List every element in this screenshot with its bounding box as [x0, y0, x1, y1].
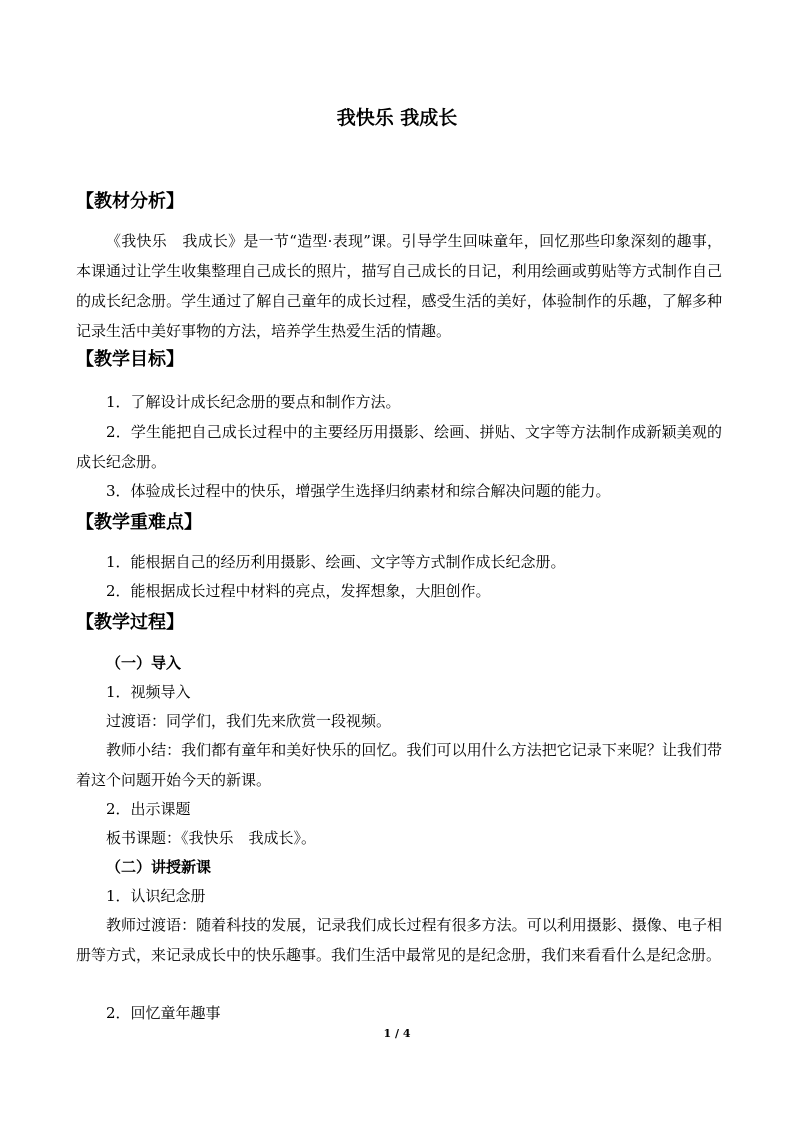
heading-analysis: 【教材分析】 — [76, 191, 184, 212]
process-part2-transition: 教师过渡语：随着科技的发展，记录我们成长过程有很多方法。可以利用摄影、摄像、电子相册等方式，来记录成长中的快乐趣事。我们生活中最常见的是纪念册，我们来看看什么是纪念册。 — [76, 916, 722, 964]
analysis-paragraph: 《我快乐 我成长》是一节“造型·表现”课。引导学生回味童年，回忆那些印象深刻的趣事，本课通过让学生收集整理自己成长的照片，描写自己成长的日记，利用绘画或剪贴等方式制作自己的成长纪念册。学生通过了解自己童年的成长过程，感受生活的美好，体验制作的乐趣，了解多种记录生活中美好事物的方法，培养学生热爱生活的情趣。 — [76, 232, 722, 340]
goal-item-2: 2．学生能把自己成长过程中的主要经历用摄影、绘画、拼贴、文字等方法制作成新颖美观的成长纪念册。 — [76, 423, 722, 471]
process-part1-board: 板书课题：《我快乐 我成长》。 — [106, 829, 317, 847]
goal-item-3: 3．体验成长过程中的快乐，增强学生选择归纳素材和综合解决问题的能力。 — [106, 482, 611, 500]
process-part2-title: （二）讲授新课 — [106, 858, 212, 876]
heading-key-points: 【教学重难点】 — [76, 512, 202, 533]
key-point-item-1: 1．能根据自己的经历利用摄影、绘画、文字等方式制作成长纪念册。 — [106, 553, 566, 571]
process-part1-step2: 2．出示课题 — [106, 800, 191, 818]
process-part1-step1: 1．视频导入 — [106, 683, 191, 701]
key-point-item-2: 2．能根据成长过程中材料的亮点，发挥想象，大胆创作。 — [106, 582, 491, 600]
process-part1-summary: 教师小结：我们都有童年和美好快乐的回忆。我们可以用什么方法把它记录下来呢？让我们带着这个问题开始今天的新课。 — [76, 741, 722, 789]
process-part1-transition: 过渡语：同学们，我们先来欣赏一段视频。 — [106, 712, 392, 730]
process-part2-step1: 1．认识纪念册 — [106, 887, 206, 905]
heading-goals: 【教学目标】 — [76, 349, 184, 370]
heading-process: 【教学过程】 — [76, 612, 184, 633]
process-part2-step2: 2．回忆童年趣事 — [106, 1004, 221, 1022]
process-part1-title: （一）导入 — [106, 654, 182, 672]
document-title: 我快乐 我成长 — [336, 107, 458, 129]
goal-item-1: 1．了解设计成长纪念册的要点和制作方法。 — [106, 393, 401, 411]
page-indicator: 1 / 4 — [383, 1027, 411, 1040]
